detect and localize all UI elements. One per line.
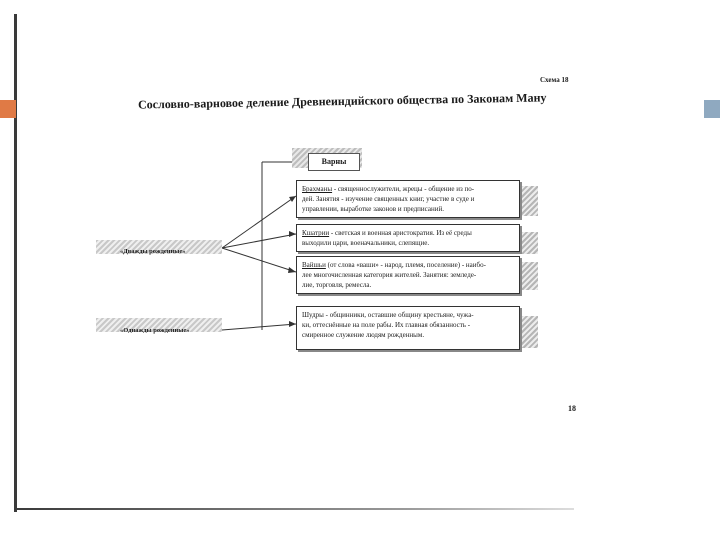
varna-description: Шудры - общинники, оставшие общину крестьяне, чужа- ки, оттеснённые на поле рабы. Их главная обязанность - смиренное служение людям рожденным. — [302, 311, 474, 339]
varna-description: - светская и военная аристократия. Из её среды выходили цари, военачальники, слепящие. — [302, 229, 472, 247]
arrowhead-shudras — [289, 321, 296, 327]
arrowhead-vaishyas — [288, 267, 296, 273]
arrow-to-kshatriyas — [222, 234, 296, 248]
varna-description: - священнослужители, жрецы - общение из по- дей. Занятия - изучение священных книг, участие в суде и управлении, выработке законов и предписаний. — [302, 185, 475, 213]
arrow-to-vaishyas — [222, 248, 296, 272]
arrowhead-kshatriyas — [289, 231, 296, 237]
twice-born-label: «Дважды рожденные» — [120, 248, 186, 255]
varny-header: Варны — [308, 153, 360, 171]
shudras-shade — [520, 316, 538, 348]
varna-box-shudras — [296, 306, 520, 350]
vaishyas-shade — [520, 262, 538, 290]
once-born-label: «Однажды рожденные» — [120, 327, 190, 334]
scheme-label: Схема 18 — [540, 76, 569, 84]
kshatriyas-shade — [520, 232, 538, 254]
varna-name: Кшатрии — [302, 229, 330, 237]
page-number: 18 — [568, 404, 576, 413]
arrow-to-brahmans — [222, 196, 296, 248]
arrow-to-shudras — [222, 324, 296, 330]
varna-box-vaishyas — [296, 256, 520, 294]
varna-name: Вайшьи — [302, 261, 326, 269]
varna-box-brahmans — [296, 180, 520, 218]
brahmans-shade — [520, 186, 538, 216]
varna-name: Брахманы — [302, 185, 333, 193]
arrowhead-brahmans — [289, 196, 296, 202]
varna-description: (от слова «ваши» - народ, племя, поселение) - наибо- лее многочисленная категория жителей. Занятия: земледе- лие, торговля, ремесла. — [302, 261, 486, 289]
document-title: Сословно-варновое деление Древнеиндийского общества по Законам Ману — [137, 90, 547, 112]
varna-box-kshatriyas — [296, 224, 520, 252]
